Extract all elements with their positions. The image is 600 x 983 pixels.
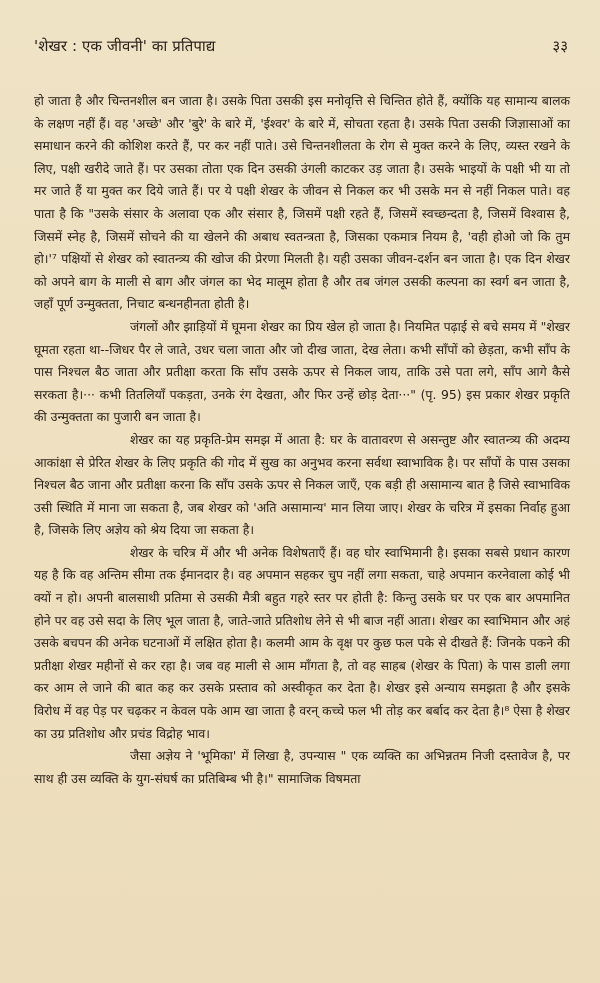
paragraph: जंगलों और झाड़ियों में घूमना शेखर का प्रिय खेल हो जाता है। नियमित पढ़ाई से बचे समय में "शेखर घूमता रहता था--जिधर पैर ले जाते, उधर चला जाता और जो दीख जाता, देख लेता। कभी साँपों को छेड़ता, कभी साँप के पास निश्चल बैठ जाता और प्रतीक्षा करता कि साँप उसके ऊपर से निकल जाय, ताकि उसे पता लगे, साँप आगे कैसे सरकता है।··· कभी तितलियाँ पकड़ता, उनके रंग देखता, और फिर उन्हें छोड़ देता···" (पृ. 95) इस प्रकार शेखर प्रकृति की उन्मुक्तता का पुजारी बन जाता है। [34,318,570,425]
body-text [34,90,570,790]
paragraph: शेखर के चरित्र में और भी अनेक विशेषताएँ हैं। वह घोर स्वाभिमानी है। इसका सबसे प्रधान कारण यह है कि वह अन्तिम सीमा तक ईमानदार है। वह अपमान सहकर चुप नहीं लगा सकता, चाहे अपमान करनेवाला कोई भी क्यों न हो। अपनी बालसाथी प्रतिमा से उसकी मैत्री बहुत गहरे स्तर पर होती है: किन्तु उसके घर पर एक बार अपमानित होने पर वह उसे सदा के लिए भूल जाता है, जाते-जाते प्रतिशोध लेने से भी बाज नहीं आता। शेखर का स्वाभिमान और अहं उसके बचपन की अनेक घटनाओं में लक्षित होता है। कलमी आम के वृक्ष पर कुछ फल पके से दीखते हैं: जिनके पकने की प्रतीक्षा शेखर महीनों से कर रहा है। जब वह माली से आम माँगता है, तो वह साहब (शेखर के पिता) के पास डाली लगा कर आम ले जाने की बात कह कर उसके प्रस्ताव को अस्वीकृत कर देता है। शेखर इसे अन्याय समझता है और इसके विरोध में वह पेड़ पर चढ़कर न केवल पके आम खा जाता है वरन् कच्चे फल भी तोड़ कर बर्बाद कर देता है।⁸ ऐसा है शेखर का उग्र प्रतिशोध और प्रचंड विद्रोह भाव। [34,544,570,741]
running-head-title: 'शेखर : एक जीवनी' का प्रतिपाद्य [34,37,216,55]
paragraph: जैसा अज्ञेय ने 'भूमिका' में लिखा है, उपन्यास " एक व्यक्ति का अभिन्नतम निजी दस्तावेज है, पर साथ ही उस व्यक्ति के युग-संघर्ष का प्रतिबिम्ब भी है।" सामाजिक विषमता [34,748,570,786]
running-header [34,36,570,56]
paragraph: शेखर का यह प्रकृति-प्रेम समझ में आता है: घर के वातावरण से असन्तुष्ट और स्वातन्त्र्य की अदम्य आकांक्षा से प्रेरित शेखर के लिए प्रकृति की गोद में सुख का अनुभव करना सर्वथा स्वाभाविक है। पर साँपों के पास उसका निश्चल बैठ जाना और प्रतीक्षा करना कि साँप उसके ऊपर से निकल जाएँ, एक बड़ी ही असामान्य बात है जिसे स्वाभाविक उसी स्थिति में माना जा सकता है, जब शेखर को 'अति असामान्य' मान लिया जाए। शेखर के चरित्र में इसका निर्वाह हुआ है, जिसके लिए अज्ञेय को श्रेय दिया जा सकता है। [34,431,570,538]
page-number: ३३ [552,37,568,55]
paragraph-continuation: हो जाता है और चिन्तनशील बन जाता है। उसके पिता उसकी इस मनोवृत्ति से चिन्तित होते हैं, क्योंकि यह सामान्य बालक के लक्षण नहीं हैं। वह 'अच्छे' और 'बुरे' के बारे में, 'ईश्वर' के बारे में, सोचता रहता है। उसके पिता उसकी जिज्ञासाओं का समाधान करने की कोशिश करते हैं, पर कर नहीं पाते। उसे चिन्तनशीलता के रोग से मुक्त करने के लिए, व्यस्त रखने के लिए, पक्षी खरीदे जाते हैं। पर उसका तोता एक दिन उसकी उंगली काटकर उड़ जाता है। उसके भाइयों के पक्षी भी या तो मर जाते हैं या मुक्त कर दिये जाते हैं। पर ये पक्षी शेखर के जीवन से निकल कर भी उसके मन से नहीं निकल पाते। वह पाता है कि "उसके संसार के अलावा एक और संसार है, जिसमें पक्षी रहते हैं, जिसमें स्वच्छन्दता है, जिसमें विश्वास है, जिसमें स्नेह है, जिसमें सोचने की या खेलने की अबाध स्वतन्त्रता है, जिसका एकमात्र नियम है, 'वही होओ जो कि तुम हो।'⁷ पक्षियों से शेखर को स्वातन्त्र्य की खोज की प्रेरणा मिलती है। यही उसका जीवन-दर्शन बन जाता है। एक दिन शेखर को अपने बाग के माली से बाग और जंगल का भेद मालूम होता है और तब जंगल उसकी कल्पना का स्वर्ग बन जाता है, जहाँ पूर्ण उन्मुक्तता, निचाट बन्धनहीनता होती है। [34,93,570,312]
